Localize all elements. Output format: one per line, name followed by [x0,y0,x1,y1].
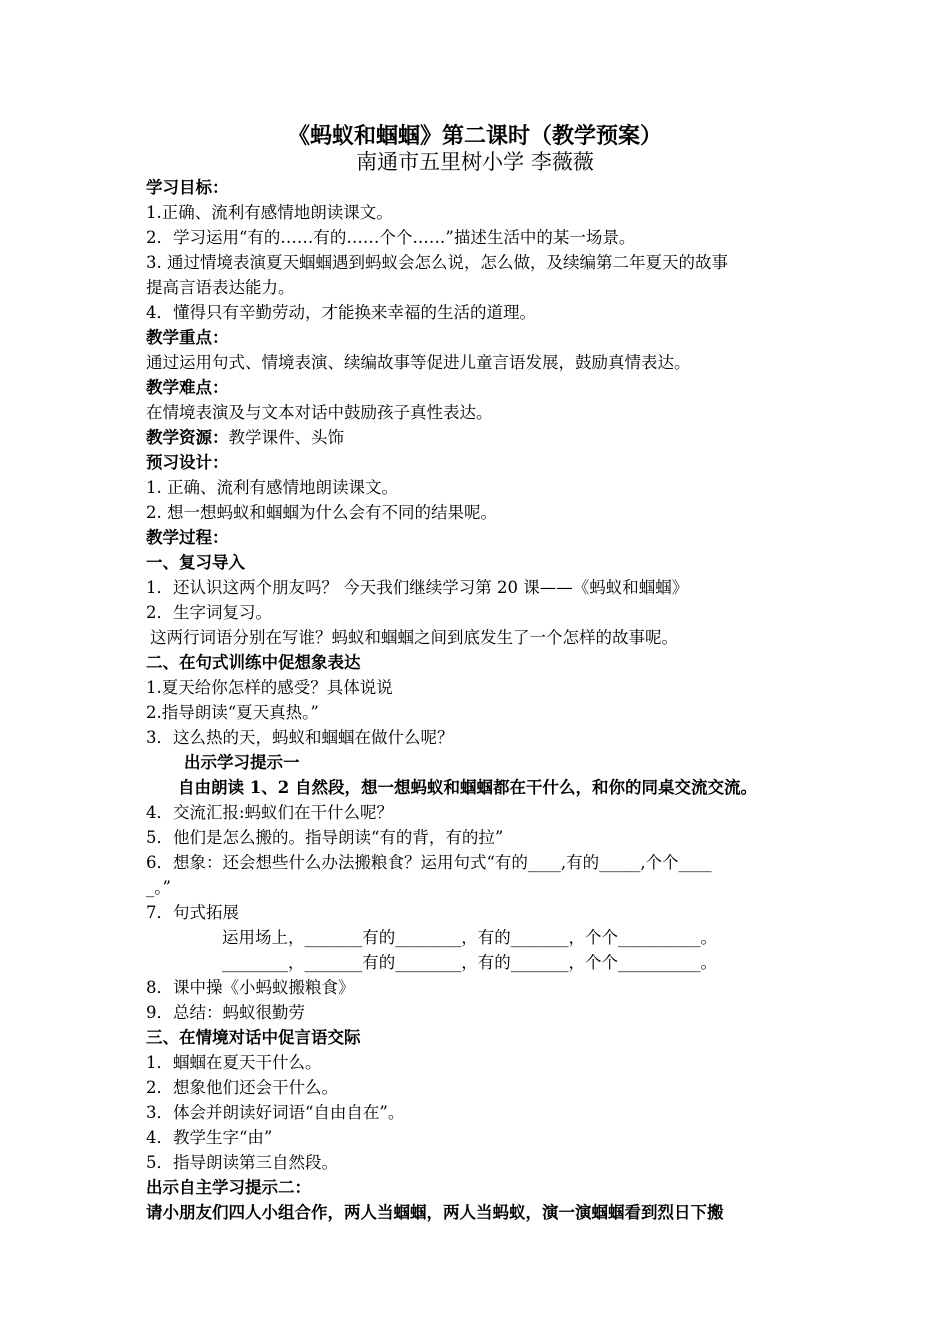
resources-text: 教学课件、头饰 [228,428,344,447]
section-2-item-5: 5．他们是怎么搬的。指导朗读“有的背，有的拉” [146,828,504,847]
resources-line [146,425,816,450]
section-2-heading: 二、在句式训练中促想象表达 [146,653,361,672]
section-2-item-9: 9．总结：蚂蚁很勤劳 [146,1003,305,1022]
heading-resources: 教学资源： [146,428,229,447]
section-2-item-2: 2.指导朗读“夏天真热。” [146,703,319,722]
heading-preview: 预习设计： [146,453,229,472]
section-2-item-6-cont: _。” [146,878,171,897]
section-1-item-1: 1．还认识这两个朋友吗？ 今天我们继续学习第 20 课——《蚂蚁和蝈蝈》 [146,578,689,597]
section-3-heading: 三、在情境对话中促言语交际 [146,1028,361,1047]
goal-3-cont: 提高言语表达能力。 [146,278,295,297]
section-3-item-4: 4．教学生字“由” [146,1128,273,1147]
prompt-1-text: 自由朗读 1、2 自然段，想一想蚂蚁和蝈蝈都在干什么，和你的同桌交流交流。 [178,778,757,797]
key-points-text: 通过运用句式、情境表演、续编故事等促进儿童言语发展，鼓励真情表达。 [146,353,691,372]
goal-2: 2．学习运用“有的……有的……个个……”描述生活中的某一场景。 [146,228,636,247]
difficulties-text: 在情境表演及与文本对话中鼓励孩子真性表达。 [146,403,493,422]
section-2-item-7: 7．句式拓展 [146,903,239,922]
goal-1: 1.正确、流利有感情地朗读课文。 [146,203,393,222]
section-3-item-2: 2．想象他们还会干什么。 [146,1078,338,1097]
section-3-item-3: 3．体会并朗读好词语“自由自在”。 [146,1103,405,1122]
author-line: 南通市五里树小学 李薇薇 [356,150,594,174]
section-1-note: 这两行词语分别在写谁？蚂蚁和蝈蝈之间到底发生了一个怎样的故事呢。 [150,628,678,647]
preview-1: 1. 正确、流利有感情地朗读课文。 [146,478,398,497]
document-title: 《蚂蚁和蝈蝈》第二课时（教学预案） [287,123,662,149]
pattern-exercise-1: 运用场上，_______有的________，有的_______，个个__________。 [222,928,717,947]
heading-goals: 学习目标： [146,178,229,197]
section-3-item-5: 5．指导朗读第三自然段。 [146,1153,338,1172]
section-2-item-8: 8．课中操《小蚂蚁搬粮食》 [146,978,355,997]
heading-difficulties: 教学难点： [146,378,229,397]
section-2-item-3: 3．这么热的天，蚂蚁和蝈蝈在做什么呢？ [146,728,454,747]
prompt-1-heading: 出示学习提示一 [184,753,300,772]
section-2-item-1: 1.夏天给你怎样的感受？具体说说 [146,678,393,697]
section-2-item-6: 6．想象：还会想些什么办法搬粮食？运用句式“有的____,有的_____,个个____ [146,853,712,872]
prompt-2-text: 请小朋友们四人小组合作，两人当蝈蝈，两人当蚂蚁，演一演蝈蝈看到烈日下搬 [146,1203,724,1222]
pattern-exercise-2: ________，_______有的________，有的_______，个个__________。 [222,953,717,972]
preview-2: 2. 想一想蚂蚁和蝈蝈为什么会有不同的结果呢。 [146,503,497,522]
goal-3: 3. 通过情境表演夏天蝈蝈遇到蚂蚁会怎么说，怎么做，及续编第二年夏天的故事 [146,253,728,272]
prompt-2-heading: 出示自主学习提示二： [146,1178,311,1197]
section-1-heading: 一、复习导入 [146,553,245,572]
heading-key-points: 教学重点： [146,328,229,347]
goal-4: 4．懂得只有辛勤劳动，才能换来幸福的生活的道理。 [146,303,536,322]
section-2-item-4: 4．交流汇报:蚂蚁们在干什么呢？ [146,803,394,822]
section-1-item-2: 2．生字词复习。 [146,603,272,622]
heading-process: 教学过程： [146,528,229,547]
section-3-item-1: 1．蝈蝈在夏天干什么。 [146,1053,322,1072]
